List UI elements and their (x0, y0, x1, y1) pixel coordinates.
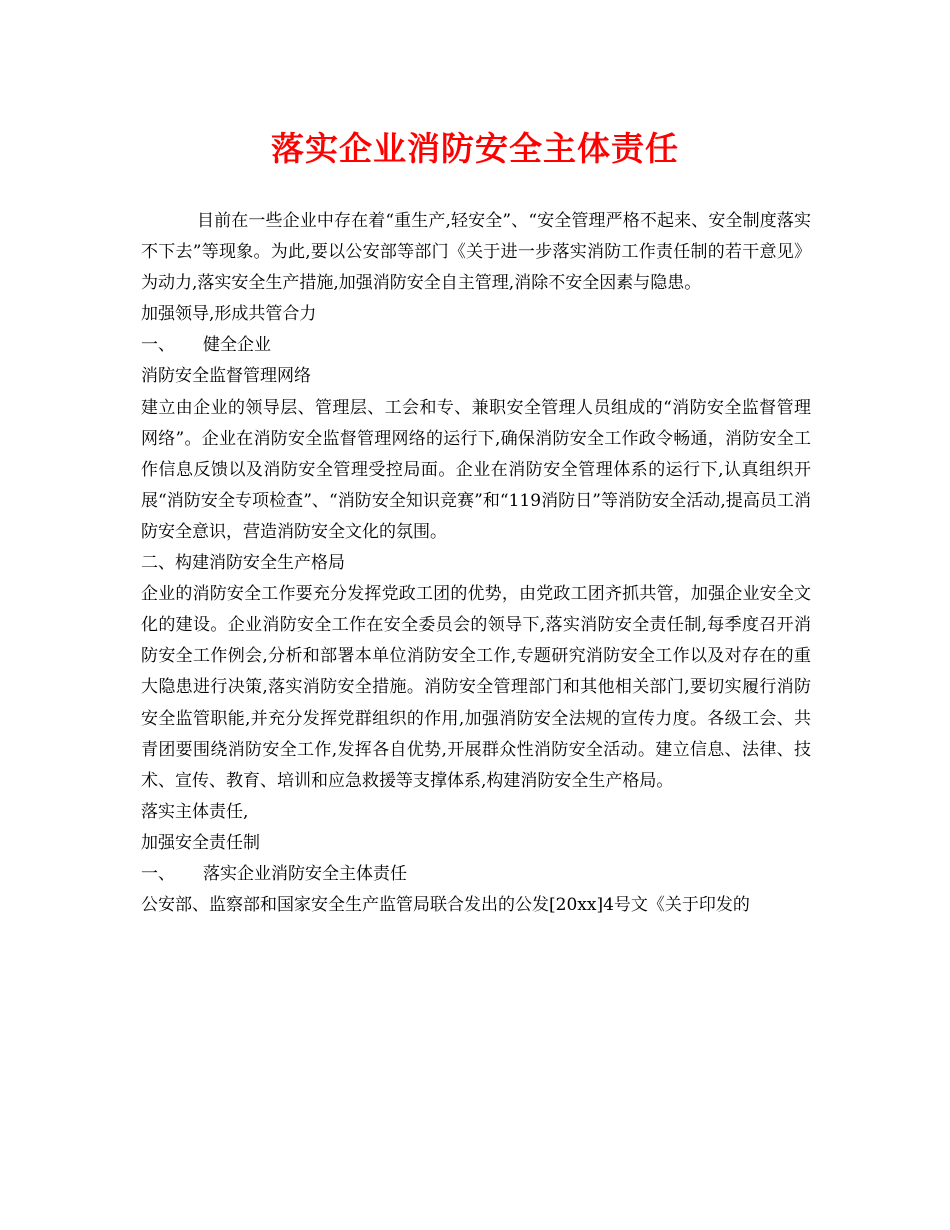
document-title: 落实企业消防安全主体责任 (271, 129, 679, 168)
item-2-heading: 二、构建消防安全生产格局 (141, 553, 345, 574)
item-2-body: 企业的消防安全工作要充分发挥党政工团的优势，由党政工团齐抓共管，加强企业安全文化的建设。企业消防安全工作在安全委员会的领导下,落实消防安全责任制,每季度召开消防安全工作例会,分析和部署本单位消防安全工作,专题研究消防安全工作以及对存在的重大隐患进行决策,落实消防安全措施。消防安全管理部门和其他相关部门,要切实履行消防安全监管职能,并充分发挥党群组织的作用,加强消防安全法规的宣传力度。各级工会、共青团要围绕消防安全工作,发挥各自优势,开展群众性消防安全活动。建立信息、法律、技术、宣传、教育、培训和应急救援等支撑体系,构建消防安全生产格局。 (141, 584, 811, 791)
intro-paragraph: 目前在一些企业中存在着“重生产,轻安全”、“安全管理严格不起来、安全制度落实不下去”等现象。为此,要以公安部等部门《关于进一步落实消防工作责任制的若干意见》为动力,落实安全生产措施,加强消防安全自主管理,消除不安全因素与隐患。 (141, 211, 811, 294)
item-1-title: 健全企业 (203, 335, 271, 356)
item-3-title: 落实企业消防安全主体责任 (203, 863, 407, 884)
item-3-heading (141, 859, 811, 890)
document-body (141, 206, 811, 921)
section-heading-leadership: 加强领导,形成共管合力 (141, 304, 317, 325)
item-3-number: 一、 (141, 863, 175, 884)
item-1-body: 建立由企业的领导层、管理层、工会和专、兼职安全管理人员组成的“消防安全监督管理网络”。企业在消防安全监督管理网络的运行下,确保消防安全工作政令畅通，消防安全工作信息反馈以及消防安全管理受控局面。企业在消防安全管理体系的运行下,认真组织开展“消防安全专项检查”、“消防安全知识竞赛”和“119消防日”等消防安全活动,提高员工消防安全意识，营造消防安全文化的氛围。 (141, 397, 811, 542)
section-heading-responsibility-2: 加强安全责任制 (141, 832, 260, 853)
item-1-heading (141, 330, 811, 361)
section-heading-responsibility-1: 落实主体责任, (141, 801, 249, 822)
item-1-subtitle: 消防安全监督管理网络 (141, 366, 311, 387)
item-3-body: 公安部、监察部和国家安全生产监管局联合发出的公发[20xx]4号文《关于印发的 (141, 895, 750, 916)
item-1-number: 一、 (141, 335, 175, 356)
